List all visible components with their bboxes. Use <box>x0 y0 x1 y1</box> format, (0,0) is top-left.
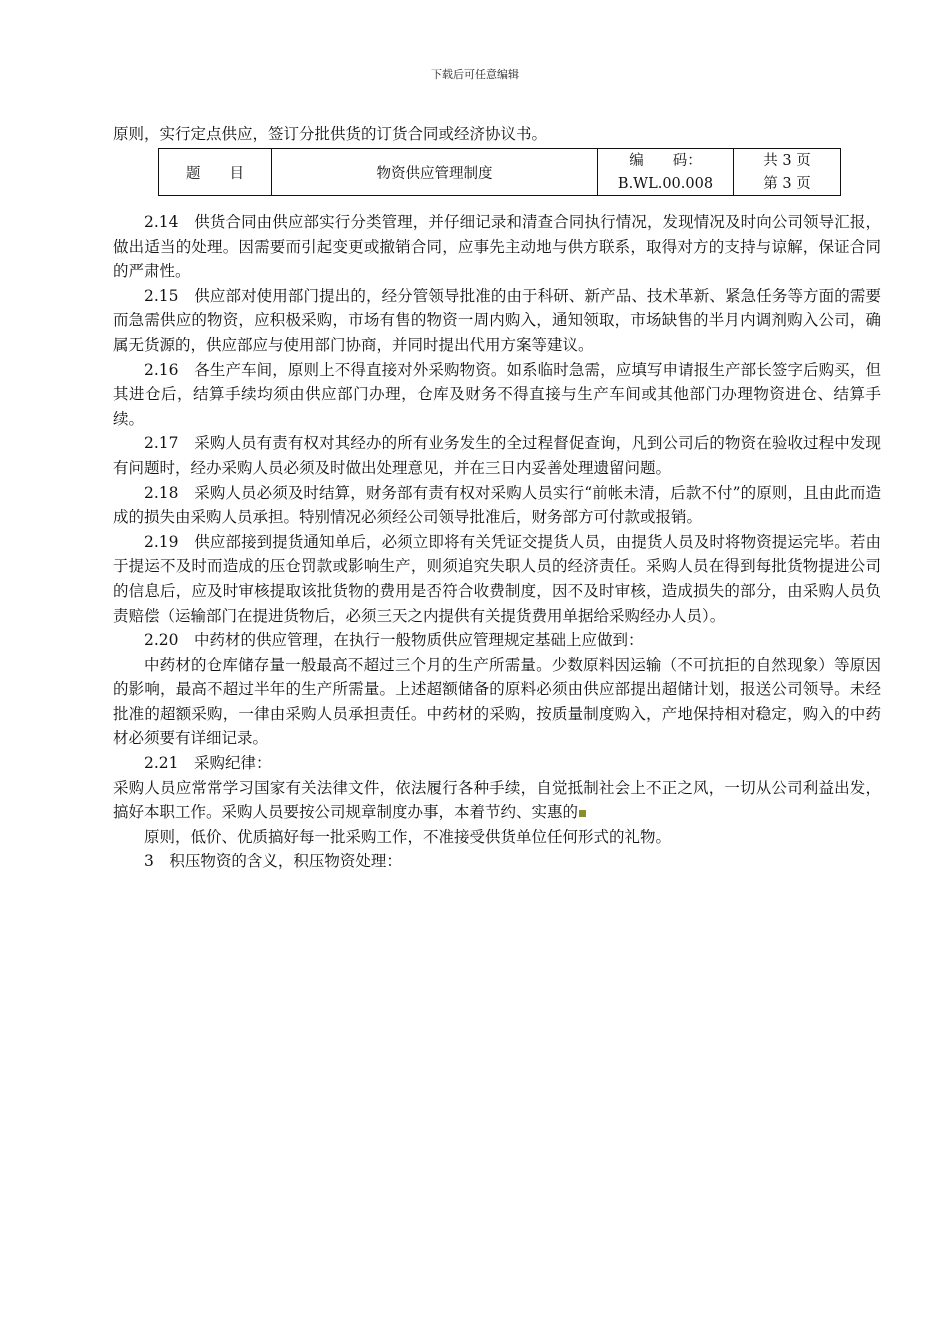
paragraph-section-3: 3 积压物资的含义，积压物资处理： <box>144 852 402 871</box>
header-title-cell: 物资供应管理制度 <box>272 149 598 196</box>
header-page-number: 第 3 页 <box>763 175 811 192</box>
header-code-label: 编 码： <box>629 152 702 169</box>
paragraph-2-18: 2.18 采购人员必须及时结算，财务部有责有权对采购人员实行“前帐未清，后款不付”的原则，且由此而造成的损失由采购人员承担。特别情况必须经公司领导批准后，财务部方可付款或报销。 <box>113 483 881 527</box>
paragraph-2-17: 2.17 采购人员有责有权对其经办的所有业务发生的全过程督促查询，凡到公司后的物资在验收过程中发现有问题时，经办采购人员必须及时做出处理意见，并在三日内妥善处理遗留问题。 <box>113 434 881 477</box>
paragraph-discipline <box>113 776 881 825</box>
document-body <box>113 210 881 874</box>
paragraph-2-15: 2.15 供应部对使用部门提出的，经分管领导批准的由于科研、新产品、技术革新、紧急任务等方面的需要而急需供应的物资，应积极采购，市场有售的物资一周内购入，通知领取，市场缺售的半月内调剂购入公司，确属无货源的，供应部应与使用部门协商，并同时提出代用方案等建议。 <box>113 286 881 354</box>
header-code-value: B.WL.00.008 <box>617 175 714 192</box>
paragraph-2-19: 2.19 供应部接到提货通知单后，必须立即将有关凭证交提货人员，由提货人员及时将物资提运完毕。若由于提运不及时而造成的压仓罚款或影响生产，则须追究失职人员的经济责任。采购人员在得到每批货物提进公司的信息后，应及时审核提取该批货物的费用是否符合收费制度，因不及时审核，造成损失的部分，由采购人员负责赔偿（运输部门在提进货物后，必须三天之内提供有关提货费用单据给采购经办人员）。 <box>113 532 881 625</box>
watermark-text: 下载后可任意编辑 <box>431 68 519 81</box>
document-header-table <box>158 148 841 196</box>
paragraph-2-21: 2.21 采购纪律： <box>144 754 272 773</box>
paragraph-2-20: 2.20 中药材的供应管理，在执行一般物质供应管理规定基础上应做到： <box>144 631 644 650</box>
paragraph-end-marker-icon <box>579 810 586 817</box>
paragraph-2-16: 2.16 各生产车间，原则上不得直接对外采购物资。如系临时急需，应填写申请报生产部长签字后购买，但其进仓后，结算手续均须由供应部门办理，仓库及财务不得直接与生产车间或其他部门办理物资进仓、结算手续。 <box>113 360 881 428</box>
header-code-cell <box>598 149 734 196</box>
header-total-pages: 共 3 页 <box>763 152 811 169</box>
paragraph-2-14: 2.14 供货合同由供应部实行分类管理，并仔细记录和清查合同执行情况，发现情况及时向公司领导汇报，做出适当的处理。因需要而引起变更或撤销合同，应事先主动地与供方联系，取得对方的支持与谅解，保证合同的严肃性。 <box>113 213 881 281</box>
header-label-cell: 题 目 <box>159 149 272 196</box>
paragraph-herbal-storage: 中药材的仓库储存量一般最高不超过三个月的生产所需量。少数原料因运输（不可抗拒的自然现象）等原因的影响，最高不超过半年的生产所需量。上述超额储备的原料必须由供应部提出超储计划，报送公司领导。未经批准的超额采购，一律由采购人员承担责任。中药材的采购，按质量制度购入，产地保持相对稳定，购入的中药材必须要有详细记录。 <box>113 655 881 748</box>
header-pages-cell <box>734 149 841 196</box>
intro-line: 原则，实行定点供应，签订分批供货的订货合同或经济协议书。 <box>113 125 548 143</box>
paragraph-principle: 原则，低价、优质搞好每一批采购工作，不准接受供货单位任何形式的礼物。 <box>144 827 672 846</box>
discipline-text: 采购人员应常常学习国家有关法律文件，依法履行各种手续，自觉抵制社会上不正之风，一切从公司利益出发，搞好本职工作。采购人员要按公司规章制度办事，本着节约、实惠的 <box>113 778 881 822</box>
